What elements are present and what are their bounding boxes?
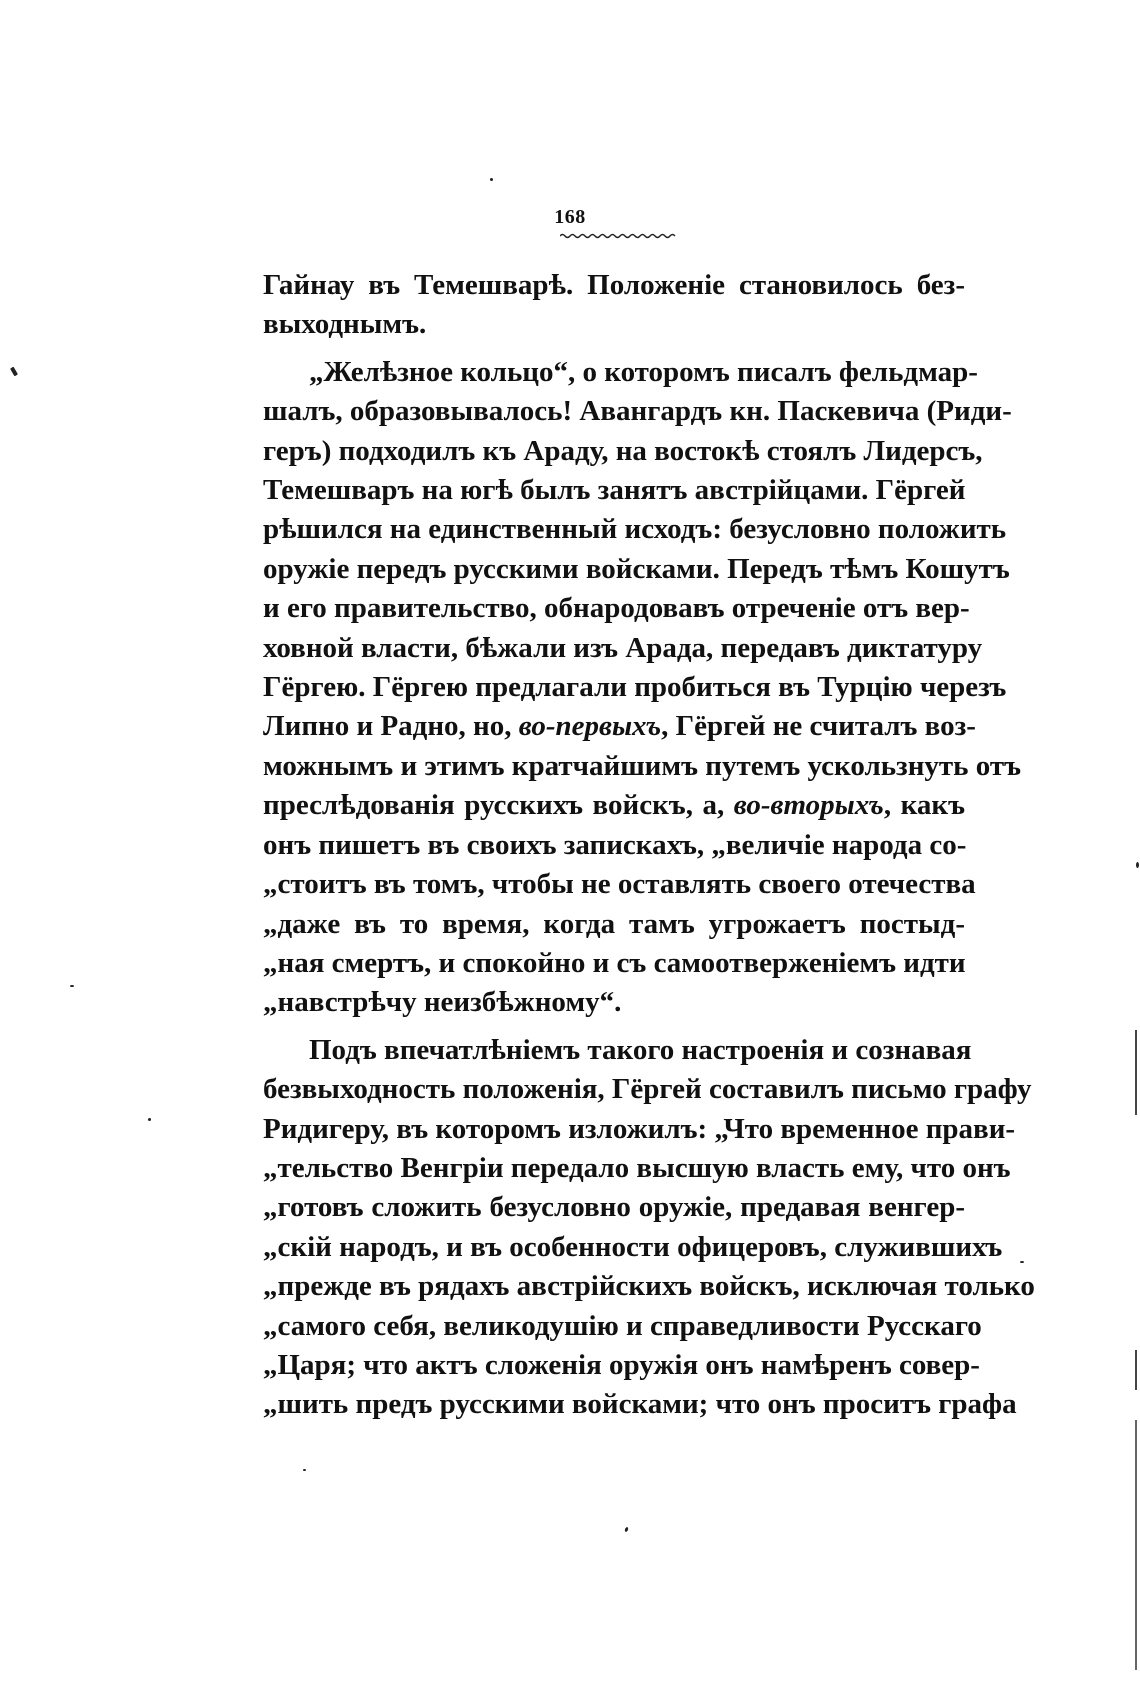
text-line: „прежде въ рядахъ австрійскихъ войскъ, исключая только <box>263 1270 1035 1303</box>
text-line: „тельство Венгріи передало высшую власть ему, что онъ <box>263 1151 1011 1184</box>
text-line: Гёргею. Гёргею предлагали пробиться въ Турцію черезъ <box>263 671 1007 704</box>
text-line: „даже въ то время, когда тамъ угрожаетъ постыд- <box>263 907 965 940</box>
text-segment: Липно и Радно, но, <box>263 710 519 743</box>
text-line: „навстрѣчу неизбѣжному“. <box>263 986 622 1019</box>
text-line: „Желѣзное кольцо“, о которомъ писалъ фельдмар- <box>309 355 978 388</box>
text-line: Ридигеру, въ которомъ изложилъ: „Что временное прави- <box>263 1112 1016 1145</box>
scan-speck <box>1136 862 1139 868</box>
text-line: „шить предъ русскими войсками; что онъ проситъ графа <box>263 1388 1017 1421</box>
paragraph-gap <box>263 345 965 353</box>
text-segment: , Гёргей не считалъ воз- <box>661 710 976 743</box>
paragraph <box>263 353 1022 1023</box>
text-line: Подъ впечатлѣніемъ такого настроенія и сознавая <box>309 1033 972 1066</box>
text-line: можнымъ и этимъ кратчайшимъ путемъ ускользнуть отъ <box>263 749 1022 782</box>
text-line: рѣшился на единственный исходъ: безусловно положить <box>263 513 1007 546</box>
italic-emphasis: во-вторыхъ <box>733 789 884 822</box>
wavy-rule-ornament <box>560 232 676 240</box>
text-line: шалъ, образовывалось! Авангардъ кн. Паскевича (Риди- <box>263 395 1012 428</box>
text-line: геръ) подходилъ къ Араду, на востокѣ стоялъ Лидерсъ, <box>263 434 983 467</box>
text-line: Гайнау въ Темешварѣ. Положеніе становилось без- <box>263 269 965 301</box>
text-line: „скій народъ, и въ особенности офицеровъ, служившихъ <box>263 1230 1003 1263</box>
paragraph <box>263 1031 1035 1425</box>
text-line: выходнымъ. <box>263 308 427 341</box>
text-line: оружіе передъ русскими войсками. Передъ тѣмъ Кошутъ <box>263 552 1010 585</box>
body-text <box>263 266 1035 1425</box>
text-line <box>263 707 976 746</box>
text-segment: , какъ <box>883 789 965 822</box>
text-segment: преслѣдованія русскихъ войскъ, а, <box>263 789 734 822</box>
scan-speck <box>490 178 493 181</box>
scan-speck <box>148 1118 151 1121</box>
page-number: 168 <box>554 206 586 228</box>
scan-speck <box>10 367 18 377</box>
text-line: и его правительство, обнародовавъ отреченіе отъ вер- <box>263 592 970 625</box>
text-line: ховной власти, бѣжали изъ Арада, передавъ диктатуру <box>263 631 983 664</box>
paragraph <box>263 266 965 345</box>
scan-speck <box>303 1469 306 1471</box>
scan-edge-line <box>1135 1420 1137 1670</box>
scan-edge-line <box>1135 1030 1137 1115</box>
text-line: „готовъ сложить безусловно оружіе, предавая венгер- <box>263 1191 965 1224</box>
scan-speck <box>70 985 74 987</box>
text-line: онъ пишетъ въ своихъ запискахъ, „величіе народа со- <box>263 828 967 861</box>
paragraph-gap <box>263 1023 965 1031</box>
scan-speck <box>624 1527 629 1533</box>
text-line: безвыходность положенія, Гёргей составилъ письмо графу <box>263 1073 1032 1106</box>
scan-edge-line <box>1135 1350 1137 1390</box>
text-line: Темешваръ на югѣ былъ занятъ австрійцами. Гёргей <box>263 474 966 507</box>
italic-emphasis: во-первыхъ <box>518 710 662 743</box>
text-line <box>263 786 965 825</box>
text-line: „самого себя, великодушію и справедливости Русскаго <box>263 1309 982 1342</box>
scan-speck <box>1020 1261 1024 1263</box>
text-line: „Царя; что актъ сложенія оружія онъ намѣренъ совер- <box>263 1348 980 1381</box>
text-line: „стоитъ въ томъ, чтобы не оставлять своего отечества <box>263 868 976 901</box>
text-line: „ная смертъ, и спокойно и съ самоотверженіемъ идти <box>263 946 966 979</box>
